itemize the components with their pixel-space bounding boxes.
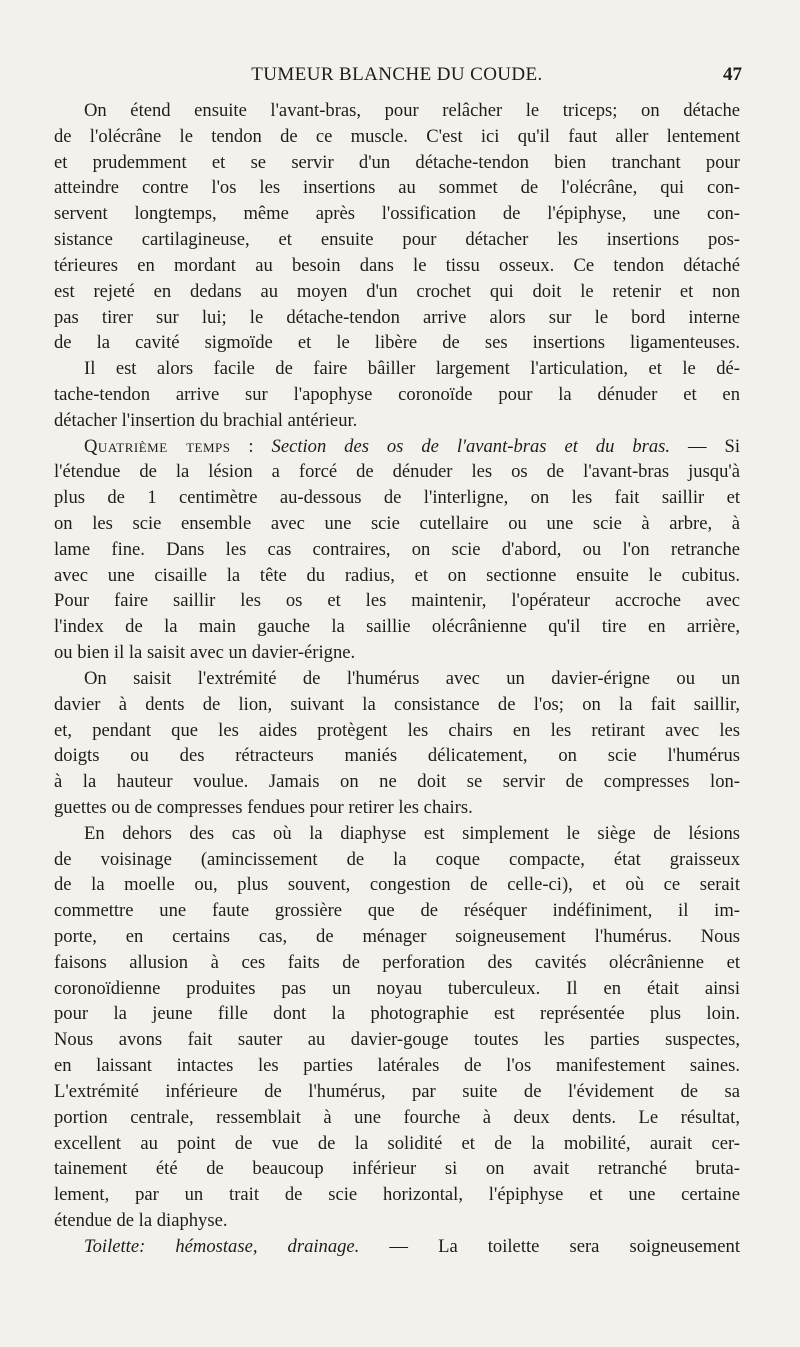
text-line bbox=[54, 692, 740, 718]
text-run: davier à dents de lion, suivant la consistance de l'os; on la fait saillir, bbox=[54, 693, 740, 715]
running-title: TUMEUR BLANCHE DU COUDE. bbox=[251, 64, 543, 85]
text-run: porte, en certains cas, de ménager soigneusement l'humérus. Nous bbox=[54, 926, 740, 947]
text-run: tainement été de beaucoup inférieur si on avait retranché bruta- bbox=[54, 1158, 740, 1180]
section-heading: Section des os de l'avant-bras et du bras. bbox=[271, 435, 671, 457]
text-line bbox=[54, 924, 740, 950]
text-run: L'extrémité inférieure de l'humérus, par suite de l'évidement de sa bbox=[54, 1080, 740, 1102]
text-line bbox=[54, 1079, 740, 1105]
text-line bbox=[54, 847, 740, 873]
text-line bbox=[54, 434, 740, 460]
text-run: et, pendant que les aides protègent les chairs en les retirant avec les bbox=[54, 719, 740, 741]
text-line bbox=[54, 1156, 740, 1182]
text-line bbox=[54, 459, 740, 485]
text-line bbox=[54, 718, 740, 744]
text-run: servent longtemps, même après l'ossification de l'épiphyse, une con- bbox=[54, 203, 740, 225]
text-run: Il est alors facile de faire bâiller largement l'articulation, et le dé- bbox=[84, 358, 740, 380]
text-line bbox=[54, 356, 740, 382]
text-line bbox=[54, 1001, 740, 1027]
text-run: guettes ou de compresses fendues pour retirer les chairs. bbox=[54, 796, 473, 818]
text-line bbox=[54, 743, 740, 769]
text-run: on les scie ensemble avec une scie cutellaire ou une scie à arbre, à bbox=[54, 513, 740, 534]
text-line bbox=[54, 1208, 740, 1234]
text-line bbox=[54, 537, 740, 563]
text-line bbox=[54, 666, 740, 692]
text-run: ou bien il la saisit avec un davier-érigne. bbox=[54, 642, 356, 664]
text-line bbox=[54, 201, 740, 227]
text-run: pas tirer sur lui; le détache-tendon arrive alors sur le bord interne bbox=[54, 306, 740, 328]
text-line bbox=[54, 588, 740, 614]
text-run: de voisinage (amincissement de la coque compacte, état graisseux bbox=[54, 848, 740, 870]
text-run: est rejeté en dedans au moyen d'un crochet qui doit le retenir et non bbox=[54, 280, 740, 302]
text-line bbox=[54, 614, 740, 640]
text-run: lement, par un trait de scie horizontal, l'épiphyse et une certaine bbox=[54, 1184, 740, 1206]
text-line bbox=[54, 1105, 740, 1131]
text-line bbox=[54, 408, 740, 434]
text-run: Nous avons fait sauter au davier-gouge toutes les parties suspectes, bbox=[54, 1029, 740, 1051]
text-line bbox=[54, 175, 740, 201]
text-run: l'étendue de la lésion a forcé de dénuder les os de l'avant-bras jusqu'à bbox=[54, 461, 740, 483]
text-line bbox=[54, 98, 740, 124]
text-line bbox=[54, 821, 740, 847]
text-run: avec une cisaille la tête du radius, et on sectionne ensuite le cubitus. bbox=[54, 564, 740, 586]
text-run: térieures en mordant au besoin dans le tissu osseux. Ce tendon détaché bbox=[54, 254, 740, 276]
text-line bbox=[54, 769, 740, 795]
text-line bbox=[54, 795, 740, 821]
text-run: de la moelle ou, plus souvent, congestion de celle-ci), et où ce serait bbox=[54, 874, 740, 896]
text-run: de la cavité sigmoïde et le libère de ses insertions ligamenteuses. bbox=[54, 332, 740, 354]
text-run: et prudemment et se servir d'un détache-tendon bien tranchant pour bbox=[54, 151, 740, 173]
text-line bbox=[54, 976, 740, 1002]
text-line bbox=[54, 382, 740, 408]
text-line bbox=[54, 1182, 740, 1208]
text-run: — Si bbox=[670, 435, 740, 457]
text-run: détacher l'insertion du brachial antérieur. bbox=[54, 409, 358, 431]
text-run: coronoïdienne produites pas un noyau tuberculeux. Il en était ainsi bbox=[54, 977, 740, 999]
text-line bbox=[54, 253, 740, 279]
section-marker: Quatrième temps bbox=[84, 435, 231, 457]
text-run: étendue de la diaphyse. bbox=[54, 1209, 228, 1231]
text-line bbox=[54, 511, 740, 537]
text-run: — La toilette sera soigneusement bbox=[359, 1235, 740, 1257]
text-line bbox=[54, 563, 740, 589]
text-line bbox=[54, 485, 740, 511]
text-line bbox=[54, 330, 740, 356]
running-head bbox=[52, 60, 742, 90]
text-run: en laissant intactes les parties latérales de l'os manifestement saines. bbox=[54, 1055, 740, 1077]
text-run: On saisit l'extrémité de l'humérus avec un davier-érigne ou un bbox=[84, 667, 740, 689]
text-line bbox=[54, 279, 740, 305]
text-run: à la hauteur voulue. Jamais on ne doit se servir de compresses lon- bbox=[54, 771, 740, 793]
text-line bbox=[54, 640, 740, 666]
text-run: Pour faire saillir les os et les maintenir, l'opérateur accroche avec bbox=[54, 590, 740, 612]
page-number: 47 bbox=[723, 64, 742, 85]
text-line bbox=[54, 950, 740, 976]
text-line bbox=[54, 1131, 740, 1157]
text-line bbox=[54, 1053, 740, 1079]
text-line bbox=[54, 124, 740, 150]
text-line bbox=[54, 227, 740, 253]
text-line bbox=[54, 898, 740, 924]
text-run: l'index de la main gauche la saillie olécrânienne qu'il tire en arrière, bbox=[54, 616, 740, 638]
text-run: atteindre contre l'os les insertions au sommet de l'olécrâne, qui con- bbox=[54, 177, 740, 199]
text-line bbox=[54, 150, 740, 176]
text-run: En dehors des cas où la diaphyse est simplement le siège de lésions bbox=[84, 822, 740, 844]
text-line bbox=[54, 305, 740, 331]
text-line bbox=[54, 1234, 740, 1260]
text-run: : bbox=[230, 435, 272, 457]
text-run: doigts ou des rétracteurs maniés délicatement, on scie l'humérus bbox=[54, 745, 740, 767]
text-run: portion centrale, ressemblait à une fourche à deux dents. Le résultat, bbox=[54, 1106, 740, 1128]
text-line bbox=[54, 1027, 740, 1053]
text-run: lame fine. Dans les cas contraires, on scie d'abord, ou l'on retranche bbox=[54, 538, 740, 560]
text-run: tache-tendon arrive sur l'apophyse coronoïde pour la dénuder et en bbox=[54, 383, 740, 405]
text-run: excellent au point de vue de la solidité et de la mobilité, aurait cer- bbox=[54, 1132, 740, 1154]
text-run: sistance cartilagineuse, et ensuite pour détacher les insertions pos- bbox=[54, 229, 740, 251]
text-run: commettre une faute grossière que de réséquer indéfiniment, il im- bbox=[54, 900, 740, 922]
text-run: On étend ensuite l'avant-bras, pour relâcher le triceps; on détache bbox=[84, 100, 740, 121]
text-run: plus de 1 centimètre au-dessous de l'interligne, on les fait saillir et bbox=[54, 487, 740, 509]
section-heading: Toilette: hémostase, drainage. bbox=[84, 1235, 360, 1257]
text-line bbox=[54, 872, 740, 898]
text-run: faisons allusion à ces faits de perforation des cavités olécrânienne et bbox=[54, 951, 740, 973]
body-text bbox=[54, 98, 740, 1260]
text-run: pour la jeune fille dont la photographie est représentée plus loin. bbox=[54, 1003, 740, 1025]
text-run: de l'olécrâne le tendon de ce muscle. C'est ici qu'il faut aller lentement bbox=[54, 125, 740, 147]
